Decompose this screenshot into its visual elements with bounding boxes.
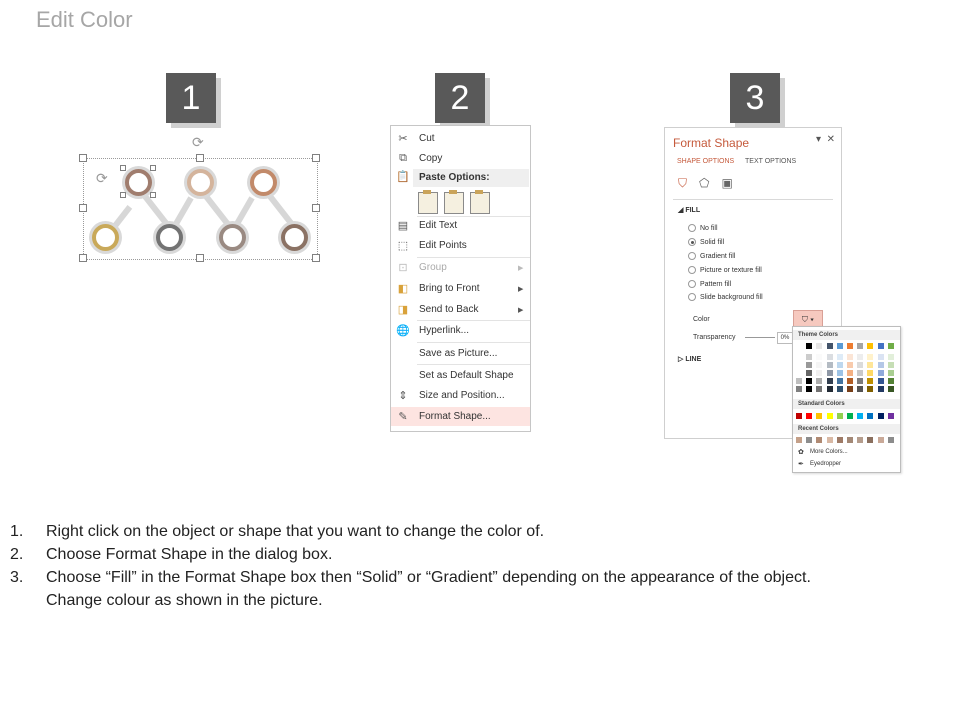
- pane-options-icon[interactable]: ▾: [816, 134, 822, 145]
- eyedropper-label: Eyedropper: [810, 461, 842, 467]
- step-2-badge: 2: [435, 73, 485, 123]
- more-colors-label: More Colors...: [810, 449, 848, 455]
- step-text: Choose Format Shape in the dialog box.: [46, 546, 333, 563]
- standard-color-swatch[interactable]: [878, 413, 884, 419]
- theme-color-swatch[interactable]: [878, 370, 884, 376]
- recent-color-swatch[interactable]: [796, 437, 802, 443]
- recent-colors-header: Recent Colors: [793, 424, 900, 434]
- step-number: [10, 589, 46, 612]
- transparency-slider[interactable]: [745, 337, 775, 338]
- step-3-badge: 3: [730, 73, 780, 123]
- resize-handle[interactable]: [150, 165, 156, 171]
- theme-color-swatch[interactable]: [806, 362, 812, 368]
- standard-color-swatch[interactable]: [837, 413, 843, 419]
- resize-handle[interactable]: [79, 154, 87, 162]
- theme-color-swatch[interactable]: [888, 354, 894, 360]
- effects-icon[interactable]: ⬠: [699, 176, 710, 190]
- paste-icon: 📋: [396, 171, 410, 183]
- pane-category-icons: [678, 176, 733, 191]
- theme-color-swatch[interactable]: [796, 386, 802, 392]
- chevron-down-icon: ▾: [810, 315, 815, 324]
- color-palette-dropdown: [792, 326, 901, 473]
- theme-color-swatch[interactable]: [847, 362, 853, 368]
- ring-shape[interactable]: [156, 224, 183, 251]
- context-menu: [390, 125, 531, 432]
- recent-color-swatch[interactable]: [857, 437, 863, 443]
- standard-color-swatch[interactable]: [857, 413, 863, 419]
- standard-color-swatch[interactable]: [796, 413, 802, 419]
- theme-color-swatch[interactable]: [857, 386, 863, 392]
- menu-item-hyperlink[interactable]: [391, 321, 530, 340]
- menu-item-group: [391, 258, 530, 277]
- menu-label: Bring to Front: [419, 283, 480, 294]
- format-shape-icon: ✎: [398, 411, 408, 423]
- eyedropper-link[interactable]: [798, 460, 841, 468]
- theme-color-swatch[interactable]: [816, 343, 822, 349]
- menu-separator: [417, 364, 530, 365]
- theme-color-swatch[interactable]: [806, 354, 812, 360]
- standard-color-swatch[interactable]: [867, 413, 873, 419]
- theme-color-swatch[interactable]: [816, 370, 822, 376]
- ring-shape[interactable]: [281, 224, 308, 251]
- standard-color-swatch[interactable]: [827, 413, 833, 419]
- standard-color-swatch[interactable]: [816, 413, 822, 419]
- menu-label: Format Shape...: [419, 411, 491, 422]
- resize-handle[interactable]: [196, 154, 204, 162]
- step-number: 3.: [10, 569, 24, 586]
- group-icon: ⊡: [398, 262, 408, 274]
- theme-color-swatch[interactable]: [867, 354, 873, 360]
- menu-label: Cut: [419, 133, 435, 144]
- theme-color-swatch[interactable]: [827, 370, 833, 376]
- theme-color-swatch[interactable]: [816, 378, 822, 384]
- standard-color-swatch[interactable]: [806, 413, 812, 419]
- theme-color-swatch[interactable]: [827, 354, 833, 360]
- theme-color-swatch[interactable]: [888, 386, 894, 392]
- menu-label: Group: [419, 262, 447, 273]
- theme-color-swatch[interactable]: [888, 343, 894, 349]
- menu-label: Size and Position...: [419, 390, 505, 401]
- resize-handle[interactable]: [120, 192, 126, 198]
- eyedropper-icon: ✒: [798, 461, 804, 468]
- recent-color-swatch[interactable]: [867, 437, 873, 443]
- blank-icon: [395, 347, 411, 361]
- theme-color-swatch[interactable]: [888, 378, 894, 384]
- theme-color-swatch[interactable]: [847, 386, 853, 392]
- close-icon[interactable]: ✕: [826, 134, 835, 145]
- radio-label: Gradient fill: [700, 252, 736, 260]
- ring-shape-selected[interactable]: [125, 169, 152, 196]
- theme-color-swatch[interactable]: [837, 370, 843, 376]
- send-back-icon: ◨: [397, 304, 409, 316]
- menu-item-format-shape[interactable]: [391, 407, 530, 426]
- theme-color-swatch[interactable]: [867, 370, 873, 376]
- theme-color-swatch[interactable]: [796, 343, 802, 349]
- theme-color-swatch[interactable]: [867, 378, 873, 384]
- theme-color-swatch[interactable]: [847, 370, 853, 376]
- instruction-step: [10, 566, 811, 589]
- tab-text-options[interactable]: TEXT OPTIONS: [745, 158, 797, 165]
- fill-section-label: FILL: [685, 207, 701, 214]
- menu-item-bring-to-front[interactable]: [391, 279, 530, 298]
- paste-options-icons: [418, 192, 490, 214]
- bring-front-icon: ◧: [397, 283, 409, 295]
- recent-color-swatch[interactable]: [816, 437, 822, 443]
- radio-no-fill[interactable]: [688, 224, 718, 232]
- theme-color-swatch[interactable]: [816, 354, 822, 360]
- paste-options-header: Paste Options:: [413, 169, 529, 187]
- resize-handle[interactable]: [312, 204, 320, 212]
- theme-color-swatch[interactable]: [796, 378, 802, 384]
- theme-color-swatch[interactable]: [837, 354, 843, 360]
- paste-keep-source-icon[interactable]: [418, 192, 438, 214]
- color-wheel-icon: ✿: [798, 449, 804, 456]
- radio-circle[interactable]: [688, 224, 696, 232]
- line-section-header[interactable]: ▷ LINE: [678, 356, 702, 363]
- recent-color-swatch[interactable]: [806, 437, 812, 443]
- theme-color-swatch[interactable]: [837, 378, 843, 384]
- resize-handle[interactable]: [196, 254, 204, 262]
- theme-color-swatch[interactable]: [878, 378, 884, 384]
- theme-colors-header: Theme Colors: [793, 330, 900, 340]
- theme-color-swatch[interactable]: [888, 370, 894, 376]
- radio-label: Solid fill: [700, 238, 725, 246]
- theme-color-swatch[interactable]: [827, 378, 833, 384]
- theme-color-swatch[interactable]: [857, 343, 863, 349]
- fill-line-icon[interactable]: ⛉: [678, 176, 688, 190]
- theme-color-swatch[interactable]: [847, 378, 853, 384]
- menu-label: Save as Picture...: [419, 348, 498, 359]
- ring-shape[interactable]: [92, 224, 119, 251]
- standard-colors-header: Standard Colors: [793, 399, 900, 409]
- theme-color-swatch[interactable]: [878, 343, 884, 349]
- theme-color-swatch[interactable]: [857, 354, 863, 360]
- pane-title: Format Shape: [673, 136, 750, 150]
- step-1-badge: 1: [166, 73, 216, 123]
- submenu-arrow-icon: ▶: [518, 285, 524, 293]
- step-number: 2.: [10, 546, 24, 563]
- menu-label: Copy: [419, 153, 443, 164]
- radio-solid-fill[interactable]: [688, 238, 724, 246]
- fill-section-header[interactable]: ◢ FILL: [678, 207, 701, 214]
- radio-label: No fill: [700, 224, 718, 232]
- step-text: Right click on the object or shape that you want to change the color of.: [46, 523, 545, 540]
- recent-color-swatch[interactable]: [888, 437, 894, 443]
- theme-color-swatch[interactable]: [878, 362, 884, 368]
- submenu-arrow-icon: ▶: [518, 306, 524, 314]
- menu-label: Send to Back: [419, 304, 479, 315]
- theme-color-swatch[interactable]: [888, 362, 894, 368]
- step-text: Change colour as shown in the picture.: [46, 592, 323, 609]
- theme-color-swatch[interactable]: [827, 362, 833, 368]
- menu-item-edit-points[interactable]: [391, 236, 530, 255]
- standard-color-swatch[interactable]: [888, 413, 894, 419]
- color-label: Color: [693, 316, 710, 323]
- theme-color-swatch[interactable]: [827, 386, 833, 392]
- theme-color-swatch[interactable]: [827, 343, 833, 349]
- menu-item-edit-text[interactable]: [391, 216, 530, 235]
- recent-color-swatch[interactable]: [847, 437, 853, 443]
- radio-circle[interactable]: [688, 252, 696, 260]
- theme-color-swatch[interactable]: [867, 386, 873, 392]
- radio-circle[interactable]: [688, 266, 696, 274]
- hyperlink-icon: 🌐: [396, 325, 410, 337]
- page-title: Edit Color: [36, 7, 133, 32]
- theme-color-swatch[interactable]: [857, 362, 863, 368]
- theme-color-swatch[interactable]: [816, 386, 822, 392]
- paint-bucket-icon: ⛉: [801, 315, 808, 324]
- theme-color-swatch[interactable]: [867, 362, 873, 368]
- theme-color-swatch[interactable]: [816, 362, 822, 368]
- ring-shape[interactable]: [250, 169, 277, 196]
- menu-item-send-to-back[interactable]: [391, 300, 530, 319]
- menu-item-set-default-shape[interactable]: [391, 366, 530, 385]
- menu-separator: [417, 342, 530, 343]
- theme-color-swatch[interactable]: [878, 386, 884, 392]
- transparency-input[interactable]: 0%: [777, 332, 793, 344]
- resize-handle[interactable]: [79, 204, 87, 212]
- resize-handle[interactable]: [312, 254, 320, 262]
- resize-handle[interactable]: [312, 154, 320, 162]
- instruction-step: [10, 589, 811, 612]
- ring-shape[interactable]: [219, 224, 246, 251]
- instruction-step: [10, 543, 811, 566]
- size-properties-icon[interactable]: ▣: [721, 176, 733, 190]
- menu-label: Edit Points: [419, 240, 467, 251]
- radio-label: Slide background fill: [700, 293, 763, 301]
- paste-picture-icon[interactable]: [470, 192, 490, 214]
- radio-circle[interactable]: [688, 280, 696, 288]
- paste-text-only-icon[interactable]: [444, 192, 464, 214]
- menu-item-copy[interactable]: [391, 149, 530, 168]
- theme-color-swatch[interactable]: [837, 343, 843, 349]
- scissors-icon: ✂: [398, 133, 408, 145]
- edit-text-icon: ▤: [397, 220, 409, 232]
- theme-color-swatch[interactable]: [806, 370, 812, 376]
- theme-color-swatch[interactable]: [806, 343, 812, 349]
- theme-color-swatch[interactable]: [857, 370, 863, 376]
- radio-gradient-fill[interactable]: [688, 252, 735, 260]
- transparency-label: Transparency: [693, 334, 736, 341]
- radio-label: Picture or texture fill: [700, 266, 762, 274]
- menu-item-size-position[interactable]: [391, 386, 530, 405]
- size-position-icon: ⇕: [398, 390, 408, 402]
- theme-color-swatch[interactable]: [837, 386, 843, 392]
- radio-circle[interactable]: [688, 293, 696, 301]
- resize-handle[interactable]: [79, 254, 87, 262]
- more-colors-link[interactable]: [798, 448, 848, 456]
- theme-color-swatch[interactable]: [867, 343, 873, 349]
- recent-color-swatch[interactable]: [827, 437, 833, 443]
- menu-item-cut[interactable]: [391, 129, 530, 148]
- instructions-list: [10, 520, 811, 612]
- rotate-handle-icon[interactable]: ⟳: [192, 134, 204, 150]
- menu-label: Hyperlink...: [419, 325, 470, 336]
- radio-slide-background-fill[interactable]: [688, 293, 763, 301]
- ring-shape[interactable]: [187, 169, 214, 196]
- radio-label: Pattern fill: [700, 280, 732, 288]
- recent-color-swatch[interactable]: [878, 437, 884, 443]
- theme-color-swatch[interactable]: [806, 378, 812, 384]
- pane-controls[interactable]: [816, 134, 835, 145]
- rotate-handle-icon[interactable]: ⟳: [96, 170, 108, 186]
- menu-label: Edit Text: [419, 220, 458, 231]
- theme-color-swatch[interactable]: [878, 354, 884, 360]
- recent-color-swatch[interactable]: [837, 437, 843, 443]
- theme-color-swatch[interactable]: [796, 362, 802, 368]
- step-text: Choose “Fill” in the Format Shape box then “Solid” or “Gradient” depending on the appearance of the object.: [46, 569, 811, 586]
- instruction-step: [10, 520, 811, 543]
- standard-color-swatch[interactable]: [847, 413, 853, 419]
- radio-picture-fill[interactable]: [688, 266, 762, 274]
- submenu-arrow-icon: ▶: [518, 264, 524, 272]
- theme-color-swatch[interactable]: [847, 354, 853, 360]
- theme-color-swatch[interactable]: [857, 378, 863, 384]
- pane-separator: [673, 199, 833, 200]
- tab-shape-options[interactable]: SHAPE OPTIONS: [677, 158, 735, 165]
- radio-circle-selected[interactable]: [688, 238, 696, 246]
- resize-handle[interactable]: [120, 165, 126, 171]
- theme-color-swatch[interactable]: [796, 354, 802, 360]
- theme-color-swatch[interactable]: [837, 362, 843, 368]
- menu-label: Set as Default Shape: [419, 370, 514, 381]
- theme-color-swatch[interactable]: [806, 386, 812, 392]
- theme-color-swatch[interactable]: [847, 343, 853, 349]
- copy-icon: ⧉: [399, 152, 407, 164]
- radio-pattern-fill[interactable]: [688, 280, 731, 288]
- menu-item-save-as-picture[interactable]: [391, 344, 530, 363]
- resize-handle[interactable]: [150, 192, 156, 198]
- step-number: 1.: [10, 523, 24, 540]
- edit-points-icon: ⬚: [397, 240, 409, 252]
- blank-icon: [395, 369, 411, 383]
- line-section-label: LINE: [685, 356, 702, 363]
- theme-color-swatch[interactable]: [796, 370, 802, 376]
